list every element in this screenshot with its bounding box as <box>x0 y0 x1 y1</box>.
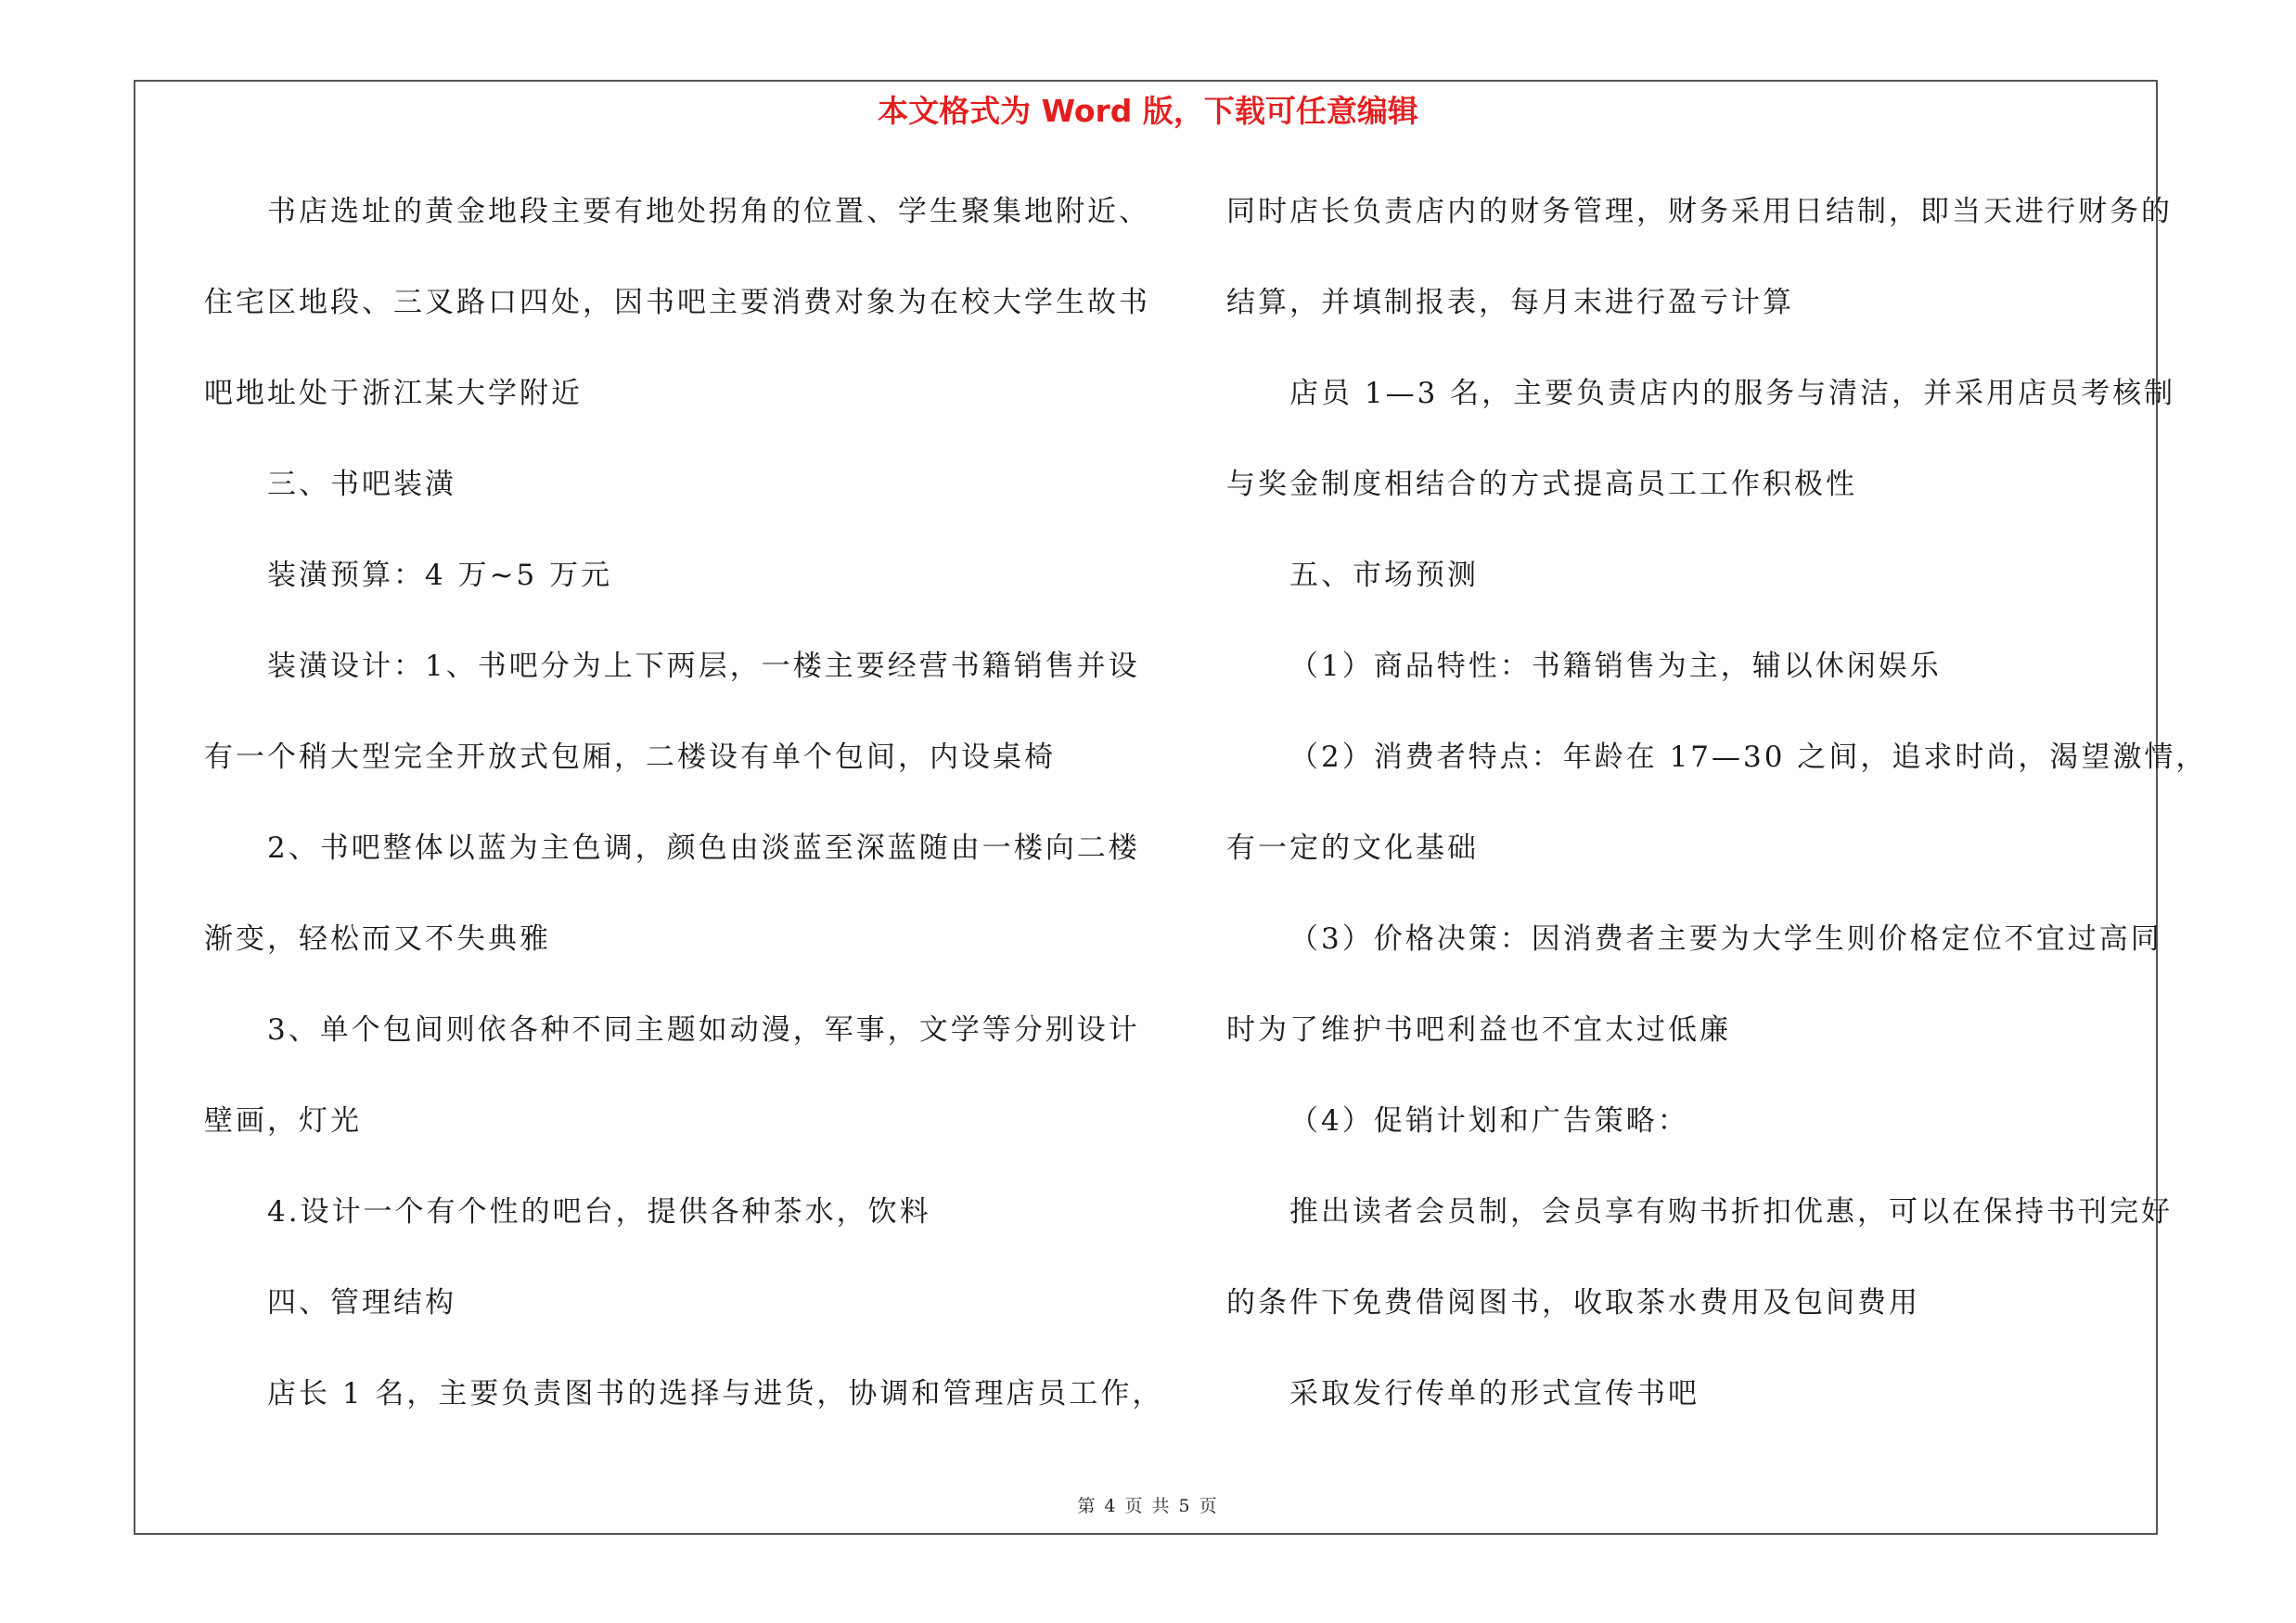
paragraph-line: 推出读者会员制，会员享有购书折扣优惠，可以在保持书刊完好 <box>1289 1195 2173 1229</box>
paragraph-line: 渐变，轻松而又不失典雅 <box>204 922 551 956</box>
paragraph-line: 有一个稍大型完全开放式包厢，二楼设有单个包间，内设桌椅 <box>204 741 1056 774</box>
paragraph-line: 时为了维护书吧利益也不宜太过低廉 <box>1226 1013 1731 1047</box>
paragraph-line: 四、管理结构 <box>267 1286 456 1320</box>
paragraph-line: 4.设计一个有个性的吧台，提供各种茶水，饮料 <box>267 1195 931 1229</box>
paragraph-line: 有一定的文化基础 <box>1226 831 1479 865</box>
paragraph-line: 店长 1 名，主要负责图书的选择与进货，协调和管理店员工作， <box>267 1377 1164 1410</box>
paragraph-line: （4）促销计划和广告策略： <box>1289 1104 1689 1138</box>
right-text-column <box>1226 184 2208 1457</box>
paragraph-line: （1）商品特性：书籍销售为主，辅以休闲娱乐 <box>1289 650 1942 683</box>
paragraph-line: 装潢预算：4 万~5 万元 <box>267 559 613 592</box>
paragraph-line: 同时店长负责店内的财务管理，财务采用日结制，即当天进行财务的 <box>1226 195 2173 228</box>
paragraph-line: 壁画，灯光 <box>204 1104 362 1138</box>
paragraph-line: 3、单个包间则依各种不同主题如动漫，军事，文学等分别设计 <box>267 1013 1140 1047</box>
paragraph-line: 吧地址处于浙江某大学附近 <box>204 377 583 410</box>
paragraph-line: 与奖金制度相结合的方式提高员工工作积极性 <box>1226 468 1857 501</box>
format-banner: 本文格式为 Word 版，下载可任意编辑 <box>878 93 1418 129</box>
paragraph-line: 装潢设计：1、书吧分为上下两层，一楼主要经营书籍销售并设 <box>267 650 1140 683</box>
paragraph-line: 的条件下免费借阅图书，收取茶水费用及包间费用 <box>1226 1286 1920 1320</box>
paragraph-line: 书店选址的黄金地段主要有地处拐角的位置、学生聚集地附近、 <box>267 195 1150 228</box>
page-footer: 第 4 页 共 5 页 <box>1077 1496 1219 1516</box>
paragraph-line: （3）价格决策：因消费者主要为大学生则价格定位不宜过高同 <box>1289 922 2162 956</box>
paragraph-line: 2、书吧整体以蓝为主色调，颜色由淡蓝至深蓝随由一楼向二楼 <box>267 831 1140 865</box>
paragraph-line: 住宅区地段、三叉路口四处，因书吧主要消费对象为在校大学生故书 <box>204 286 1150 319</box>
left-text-column <box>204 184 1164 1457</box>
paragraph-line: 五、市场预测 <box>1289 559 1479 592</box>
paragraph-line: 店员 1—3 名，主要负责店内的服务与清洁，并采用店员考核制 <box>1289 377 2176 410</box>
paragraph-line: 三、书吧装潢 <box>267 468 456 501</box>
paragraph-line: 采取发行传单的形式宣传书吧 <box>1289 1377 1700 1410</box>
paragraph-line: （2）消费者特点：年龄在 17—30 之间，追求时尚，渴望激情， <box>1289 741 2208 774</box>
paragraph-line: 结算，并填制报表，每月末进行盈亏计算 <box>1226 286 1794 319</box>
